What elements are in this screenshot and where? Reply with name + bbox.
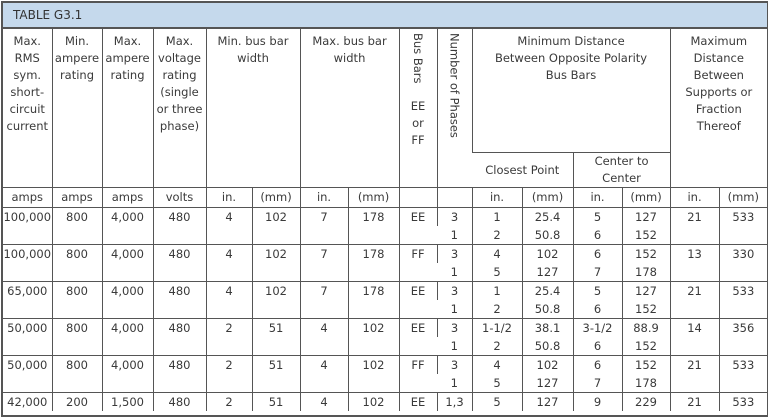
cell-cp-in: 5 [472,374,522,393]
cell-max-in: 7 [300,282,348,319]
cell-cc-mm: 152 [622,300,670,319]
unit-cell: amps [102,188,153,208]
cell-volts: 480 [153,282,206,319]
units-row [3,188,767,208]
cell-cc-in: 3-1/2 [573,319,622,338]
cell-ph: 3 [437,282,472,301]
cell-ph: 3 [437,245,472,264]
cell-cc-in: 6 [573,356,622,375]
unit-cell: amps [52,188,102,208]
cell-ph: 1 [450,228,458,242]
cell-max-in: 4 [300,393,348,412]
cell-max-in: 4 [300,356,348,393]
cell-sup-mm: 533 [719,208,767,245]
unit-cell [437,188,472,208]
cell-cp-mm: 127 [522,374,573,393]
cell-cp-in: 5 [472,263,522,282]
unit-cell: in. [206,188,252,208]
cell-sup-in: 21 [670,393,719,412]
cell-min-mm: 102 [252,245,300,282]
header-min-bus-width: Min. bus bar width [206,29,300,188]
unit-cell: in. [573,188,622,208]
cell-min-mm: 102 [252,208,300,245]
header-max-distance: Maximum Distance Between Supports or Fraction Thereof [670,29,767,188]
cell-sup-in: 21 [670,356,719,393]
cell-cp-in: 2 [472,337,522,356]
cell-cc-in: 6 [573,226,622,245]
cell-cc-mm: 229 [622,393,670,412]
header-min-distance: Minimum Distance Between Opposite Polarity Bus Bars [472,29,670,153]
cell-min-mm: 102 [252,282,300,319]
cell-max-mm: 178 [348,208,399,245]
table-row [3,393,767,412]
cell-min-amp: 200 [52,393,102,412]
cell-sup-in: 13 [670,245,719,282]
cell-volts: 480 [153,208,206,245]
cell-cc-in: 6 [573,245,622,264]
unit-cell: (mm) [348,188,399,208]
header-phases-label: Number of Phases [447,33,462,138]
cell-min-in: 2 [206,393,252,412]
cell-rms: 50,000 [3,319,52,356]
header-center-to-center: Center to Center [573,153,670,188]
cell-min-in: 4 [206,245,252,282]
cell-cp-mm: 25.4 [522,282,573,301]
cell-sup-mm: 533 [719,282,767,319]
cell-sup-mm: 533 [719,356,767,393]
cell-max-amp: 1,500 [102,393,153,412]
header-max-rms: Max. RMS sym. short-circuit current [6,34,48,133]
cell-max-amp: 4,000 [102,319,153,356]
cell-cp-mm: 38.1 [522,319,573,338]
cell-max-in: 4 [300,319,348,356]
unit-cell: (mm) [522,188,573,208]
cell-cc-mm: 152 [622,245,670,264]
spec-table [3,29,767,411]
cell-volts: 480 [153,393,206,412]
cell-cc-in: 5 [573,282,622,301]
cell-min-amp: 800 [52,319,102,356]
cell-ph: 1 [450,376,458,390]
unit-cell: volts [153,188,206,208]
cell-bus: EE [399,393,437,412]
header-phases [437,29,472,188]
cell-rms: 100,000 [3,245,52,282]
cell-volts: 480 [153,245,206,282]
cell-max-mm: 178 [348,245,399,282]
unit-cell: in. [670,188,719,208]
cell-cc-in: 5 [573,208,622,227]
cell-rms: 50,000 [3,356,52,393]
cell-cc-in: 9 [573,393,622,412]
cell-cc-in: 7 [573,374,622,393]
cell-cp-in: 1 [472,208,522,227]
table-g3-1 [1,1,768,417]
cell-max-in: 7 [300,245,348,282]
cell-bus: FF [399,356,437,393]
cell-cc-in: 6 [573,337,622,356]
cell-min-in: 4 [206,208,252,245]
cell-cp-in: 4 [472,356,522,375]
cell-max-mm: 102 [348,356,399,393]
cell-min-amp: 800 [52,282,102,319]
cell-volts: 480 [153,319,206,356]
header-max-ampere: Max. ampere rating [102,29,153,188]
cell-max-amp: 4,000 [102,356,153,393]
unit-cell: (mm) [719,188,767,208]
cell-sup-in: 21 [670,208,719,245]
header-max-voltage: Max. voltage rating (single or three phase) [153,29,206,188]
unit-cell: in. [300,188,348,208]
cell-cc-mm: 152 [622,226,670,245]
cell-cp-mm: 25.4 [522,208,573,227]
cell-max-amp: 4,000 [102,282,153,319]
unit-cell [399,188,437,208]
header-closest-point: Closest Point [472,153,573,188]
cell-ph: 1 [450,339,458,353]
cell-cc-mm: 152 [622,337,670,356]
cell-ph: 3 [437,208,472,227]
cell-cp-mm: 50.8 [522,300,573,319]
cell-min-amp: 800 [52,245,102,282]
cell-rms: 42,000 [3,393,52,412]
cell-min-amp: 800 [52,356,102,393]
cell-ph: 3 [437,319,472,338]
cell-max-mm: 102 [348,393,399,412]
header-bus-bars-type: EE or FF [410,99,426,148]
cell-min-mm: 51 [252,319,300,356]
cell-cp-in: 2 [472,226,522,245]
cell-cp-mm: 50.8 [522,226,573,245]
table-row [3,208,767,227]
unit-cell: (mm) [252,188,300,208]
cell-cc-mm: 88.9 [622,319,670,338]
cell-max-amp: 4,000 [102,245,153,282]
cell-min-amp: 800 [52,208,102,245]
cell-cp-mm: 50.8 [522,337,573,356]
cell-cc-mm: 178 [622,374,670,393]
cell-bus: FF [399,245,437,282]
cell-max-mm: 102 [348,319,399,356]
cell-cp-mm: 102 [522,245,573,264]
cell-cp-mm: 127 [522,393,573,412]
table-row [3,282,767,301]
table-title: TABLE G3.1 [3,3,767,29]
cell-cp-in: 5 [472,393,522,412]
cell-sup-mm: 533 [719,393,767,412]
cell-cc-mm: 127 [622,282,670,301]
cell-volts: 480 [153,356,206,393]
cell-ph: 1,3 [437,393,472,412]
cell-cp-mm: 127 [522,263,573,282]
cell-bus: EE [399,319,437,356]
unit-cell: amps [3,188,52,208]
cell-bus: EE [399,208,437,245]
cell-cc-in: 7 [573,263,622,282]
header-bus-bars-label: Bus Bars [411,33,426,84]
cell-min-mm: 51 [252,393,300,412]
cell-sup-in: 14 [670,319,719,356]
cell-cp-in: 4 [472,245,522,264]
table-row [3,319,767,338]
table-row [3,245,767,264]
cell-min-in: 4 [206,282,252,319]
cell-ph: 1 [450,302,458,316]
cell-ph: 3 [437,356,472,375]
cell-sup-mm: 356 [719,319,767,356]
unit-cell: (mm) [622,188,670,208]
cell-cp-in: 2 [472,300,522,319]
cell-cc-mm: 127 [622,208,670,227]
cell-max-in: 7 [300,208,348,245]
unit-cell: in. [472,188,522,208]
cell-min-in: 2 [206,356,252,393]
cell-max-mm: 178 [348,282,399,319]
header-bus-bars [399,29,437,188]
cell-cc-mm: 178 [622,263,670,282]
cell-sup-mm: 330 [719,245,767,282]
cell-cp-in: 1-1/2 [472,319,522,338]
cell-rms: 65,000 [3,282,52,319]
header-min-ampere: Min. ampere rating [52,29,102,188]
cell-cp-mm: 102 [522,356,573,375]
cell-sup-in: 21 [670,282,719,319]
cell-ph: 1 [450,265,458,279]
cell-min-in: 2 [206,319,252,356]
cell-rms: 100,000 [3,210,52,224]
cell-cp-in: 1 [472,282,522,301]
header-max-bus-width: Max. bus bar width [300,29,399,188]
table-row [3,356,767,375]
cell-min-mm: 51 [252,356,300,393]
cell-bus: EE [399,282,437,319]
cell-cc-in: 6 [573,300,622,319]
cell-cc-mm: 152 [622,356,670,375]
cell-max-amp: 4,000 [102,208,153,245]
